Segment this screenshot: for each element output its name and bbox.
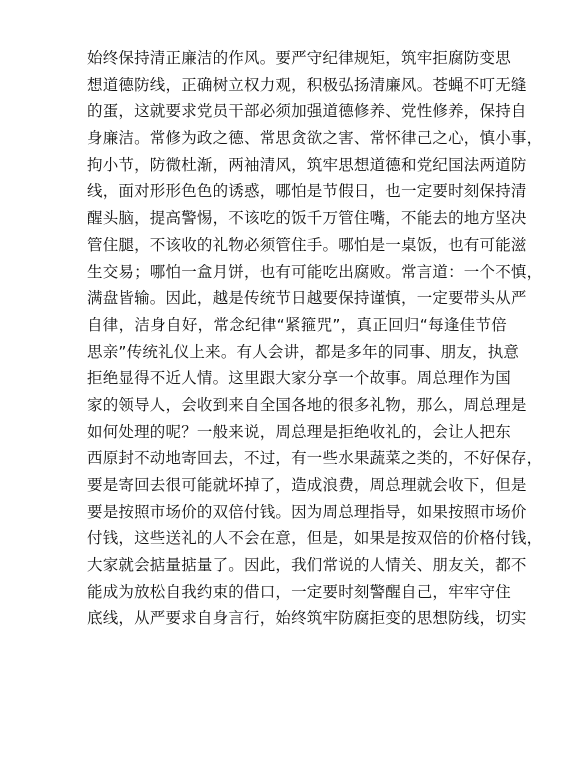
text-line-20: 大家就会掂量掂量了。因此，我们常说的人情关、朋友关，都不	[87, 556, 527, 575]
text-line-9: 生交易；哪怕一盒月饼，也有可能吃出腐败。常言道：一个不慎，	[87, 262, 543, 281]
text-line-18: 要是按照市场价的双倍付钱。因为周总理指导，如果按照市场价	[87, 502, 527, 521]
text-line-12: 思亲”传统礼仪上来。有人会讲，都是多年的同事、朋友，执意	[87, 342, 520, 361]
text-line-22: 底线，从严要求自身言行，始终筑牢防腐拒变的思想防线，切实	[87, 609, 527, 628]
text-line-21: 能成为放松自我约束的借口，一定要时刻警醒自己，牢牢守住	[87, 582, 511, 601]
text-line-15: 如何处理的呢？一般来说，周总理是拒绝收礼的，会让人把东	[87, 422, 511, 441]
text-line-8: 管住腿，不该收的礼物必须管住手。哪怕是一桌饭，也有可能滋	[87, 235, 527, 254]
text-line-14: 家的领导人，会收到来自全国各地的很多礼物，那么，周总理是	[87, 395, 527, 414]
text-line-19: 付钱，这些送礼的人不会在意，但是，如果是按双倍的价格付钱，	[87, 529, 543, 548]
text-line-11: 自律，洁身自好，常念纪律“紧箍咒”，真正回归“每逢佳节倍	[87, 315, 507, 334]
text-line-2: 想道德防线，正确树立权力观，积极弘扬清廉风。苍蝇不叮无缝	[87, 75, 527, 94]
text-line-3: 的蛋，这就要求党员干部必须加强道德修养、党性修养，保持自	[87, 102, 527, 121]
text-line-17: 要是寄回去很可能就坏掉了，造成浪费，周总理就会收下，但是	[87, 476, 527, 494]
text-line-4: 身廉洁。常修为政之德、常思贪欲之害、常怀律己之心，慎小事，	[87, 129, 543, 148]
text-line-7: 醒头脑，提高警惕，不该吃的饭千万管住嘴，不能去的地方坚决	[87, 209, 527, 228]
body-paragraph	[87, 45, 543, 632]
text-line-6: 线，面对形形色色的诱惑，哪怕是节假日，也一定要时刻保持清	[87, 182, 527, 201]
text-line-16: 西原封不动地寄回去，不过，有一些水果蔬菜之类的，不好保存，	[87, 449, 543, 468]
text-line-1: 始终保持清正廉洁的作风。要严守纪律规矩，筑牢拒腐防变思	[87, 49, 511, 67]
text-line-5: 拘小节，防微杜渐，两袖清风，筑牢思想道德和党纪国法两道防	[87, 155, 527, 174]
text-line-13: 拒绝显得不近人情。这里跟大家分享一个故事。周总理作为国	[87, 369, 511, 388]
text-line-10: 满盘皆输。因此，越是传统节日越要保持谨慎，一定要带头从严	[87, 289, 527, 308]
